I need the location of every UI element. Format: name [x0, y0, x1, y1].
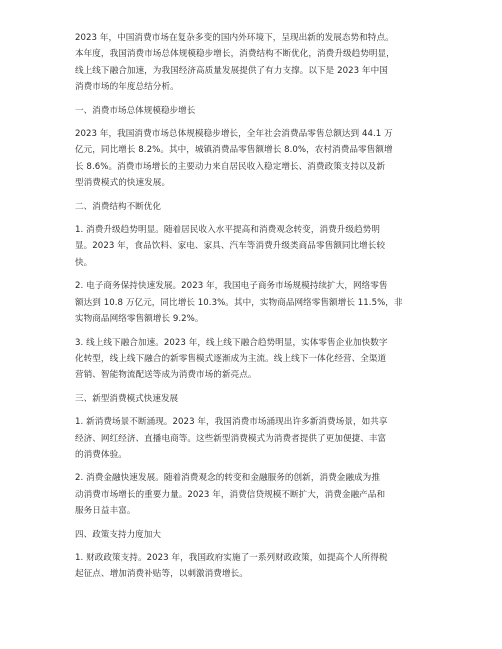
paragraph-line: 2023 年，中国消费市场在复杂多变的国内外环境下，呈现出新的发展态势和特点。 [75, 33, 394, 43]
paragraph-line: 显。2023 年，食品饮料、家电、家具、汽车等消费升级类商品零售额同比增长较 [75, 241, 386, 252]
paragraph-line: 1. 消费升级趋势明显。随着居民收入水平提高和消费观念转变，消费升级趋势明 [75, 225, 380, 236]
paragraph-line: 动消费市场增长的重要力量。2023 年，消费信贷规模不断扩大，消费金融产品和 [75, 489, 386, 500]
paragraph [75, 126, 431, 192]
paragraph-line: 亿元，同比增长 8.2%。其中，城镇消费品零售额增长 8.0%，农村消费品零售额增 [75, 145, 393, 156]
paragraph [75, 222, 431, 271]
paragraph-line: 线上线下融合加速，为我国经济高质量发展提供了有力支撑。以下是 2023 年中国 [75, 65, 388, 76]
paragraph-line: 实物商品网络零售额增长 9.2%。 [75, 314, 204, 325]
paragraph [75, 550, 431, 583]
paragraph [75, 278, 431, 327]
paragraph-line: 本年度，我国消费市场总体规模稳步增长，消费结构不断优化，消费升级趋势明显， [75, 49, 395, 60]
section-heading: 二、消费结构不断优化 [75, 201, 161, 212]
paragraph-line: 化转型，线上线下融合的新零售模式逐渐成为主流。线上线下一体化经营、全渠道 [75, 353, 387, 364]
paragraph-line: 2. 电子商务保持快速发展。2023 年，我国电子商务市场规模持续扩大，网络零售 [75, 281, 388, 292]
section-heading: 一、消费市场总体规模稳步增长 [75, 105, 196, 116]
paragraph-line: 长 8.6%。消费市场增长的主要动力来自居民收入稳定增长、消费政策支持以及新 [75, 161, 386, 172]
paragraph [75, 414, 431, 463]
paragraph-line: 营销、智能物流配送等成为消费市场的新亮点。 [75, 370, 257, 381]
paragraph-line: 消费市场的年度总结分析。 [75, 82, 179, 93]
paragraph-line: 服务日益丰富。 [75, 506, 136, 517]
paragraph [75, 335, 431, 384]
paragraph-line: 起征点、增加消费补贴等，以刺激消费增长。 [75, 569, 248, 580]
paragraph-line: 型消费模式的快速发展。 [75, 178, 171, 189]
paragraph-line: 额达到 10.8 万亿元，同比增长 10.3%。其中，实物商品网络零售额增长 11.5%，非 [75, 297, 403, 308]
paragraph-line: 快。 [75, 257, 93, 268]
paragraph-line: 经济、网红经济、直播电商等。这些新型消费模式为消费者提供了更加便捷、丰富 [75, 433, 387, 444]
section-heading: 三、新型消费模式快速发展 [75, 393, 179, 404]
document-page [75, 30, 431, 590]
paragraph-line: 3. 线上线下融合加速。2023 年，线上线下融合趋势明显，实体零售企业加快数字 [75, 337, 388, 348]
section-heading: 四、政策支持力度加大 [75, 529, 161, 540]
paragraph-line: 2023 年，我国消费市场总体规模稳步增长，全年社会消费品零售总额达到 44.1 万 [75, 129, 393, 140]
paragraph-line: 1. 财政政策支持。2023 年，我国政府实施了一系列财政政策，如提高个人所得税 [75, 552, 388, 563]
paragraph-line: 的消费体验。 [75, 449, 127, 460]
paragraph-line: 2. 消费金融快速发展。随着消费观念的转变和金融服务的创新，消费金融成为推 [75, 473, 380, 484]
paragraph-line: 1. 新消费场景不断涌现。2023 年，我国消费市场涌现出许多新消费场景，如共享 [75, 417, 388, 428]
paragraph [75, 30, 431, 96]
paragraph [75, 470, 431, 519]
